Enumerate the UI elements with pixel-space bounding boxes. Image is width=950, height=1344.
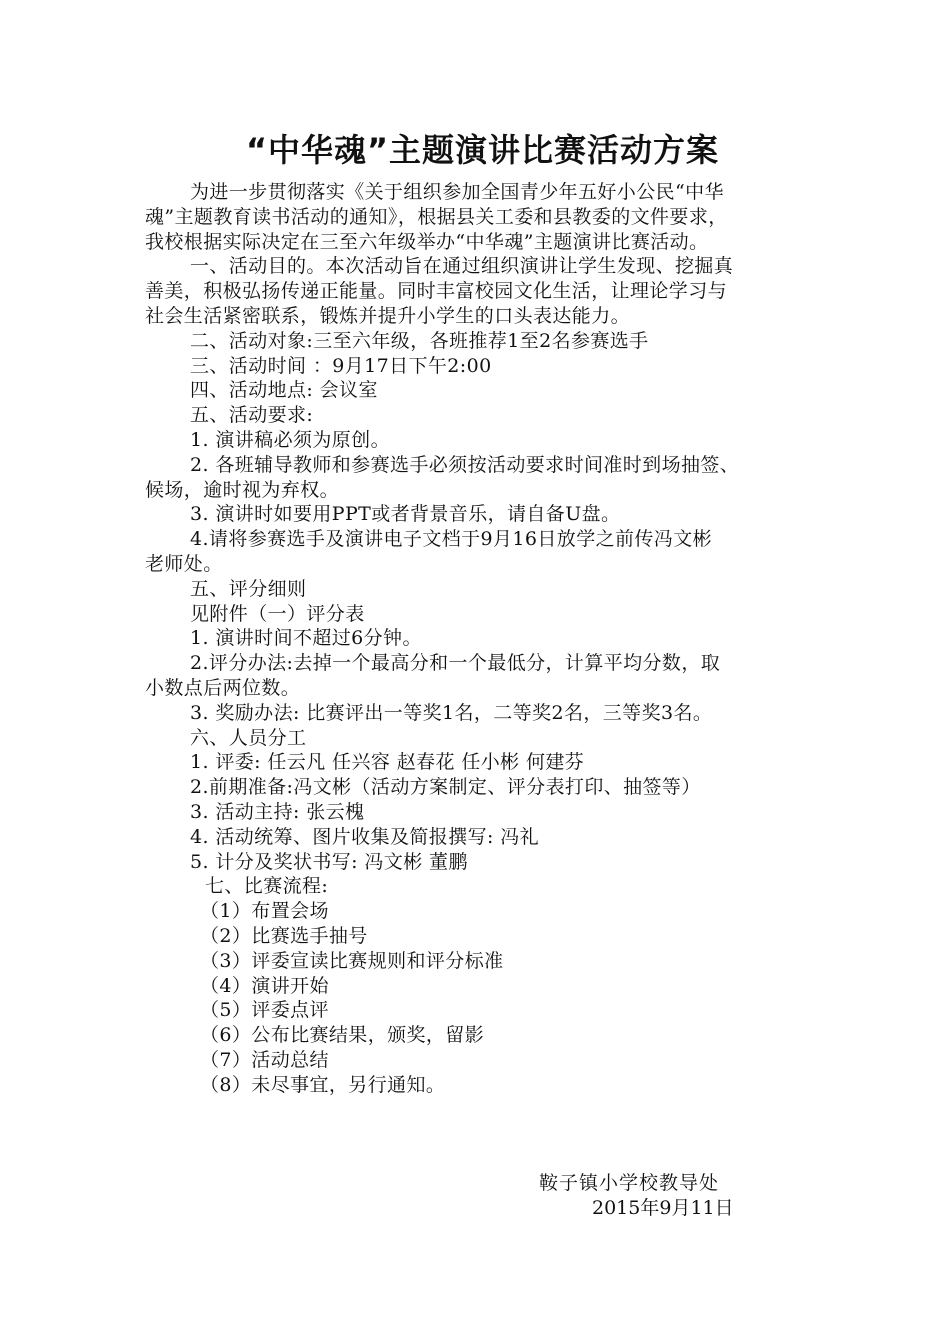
body-line: 2.前期准备:冯文彬（活动方案制定、评分表打印、抽签等） <box>190 776 701 799</box>
body-line: （2）比赛选手抽号 <box>200 924 368 947</box>
body-line: 2.评分办法:去掉一个最高分和一个最低分，计算平均分数，取 <box>190 652 721 675</box>
body-line: （5）评委点评 <box>200 999 329 1022</box>
body-line: 我校根据实际决定在三至六年级举办“中华魂”主题演讲比赛活动。 <box>145 230 709 253</box>
body-line: （7）活动总结 <box>200 1048 329 1071</box>
body-line: 五、活动要求: <box>190 404 314 427</box>
body-line: 五、评分细则 <box>190 577 307 600</box>
body-line: 1. 评委: 任云凡 任兴容 赵春花 任小彬 何建芬 <box>190 751 585 774</box>
body-line: 为进一步贯彻落实《关于组织参加全国青少年五好小公民“中华 <box>190 181 724 203</box>
body-line: 一、活动目的。本次活动旨在通过组织演讲让学生发现、挖掘真 <box>190 255 734 278</box>
body-line: 三、活动时间 ：9月17日下午2:00 <box>190 354 492 377</box>
body-line: 社会生活紧密联系，锻炼并提升小学生的口头表达能力。 <box>145 304 631 327</box>
body-line: 七、比赛流程: <box>205 875 329 898</box>
signature-date: 2015年9月11日 <box>592 1197 734 1219</box>
body-line: （1）布置会场 <box>200 900 329 923</box>
body-line: 魂”主题教育读书活动的通知》，根据县关工委和县教委的文件要求， <box>145 205 728 228</box>
document-body <box>145 180 820 1097</box>
body-line: 1. 演讲时间不超过6分钟。 <box>190 627 422 650</box>
body-line: 候场，逾时视为弃权。 <box>145 478 340 501</box>
body-line: （6）公布比赛结果，颁奖，留影 <box>200 1024 485 1047</box>
body-line: 见附件（一）评分表 <box>190 602 365 625</box>
body-line: （4）演讲开始 <box>200 974 329 997</box>
body-line: 小数点后两位数。 <box>145 676 301 699</box>
body-line: 二、活动对象:三至六年级，各班推荐1至2名参赛选手 <box>190 329 649 352</box>
body-line: 四、活动地点: 会议室 <box>190 379 378 402</box>
body-line: 2. 各班辅导教师和参赛选手必须按活动要求时间准时到场抽签、 <box>190 453 740 476</box>
body-line: 4.请将参赛选手及演讲电子文档于9月16日放学之前传冯文彬 <box>190 528 712 551</box>
body-line: 六、人员分工 <box>190 726 307 749</box>
body-line: 4. 活动统筹、图片收集及简报撰写: 冯礼 <box>190 825 540 848</box>
body-line: 老师处。 <box>145 552 223 575</box>
body-line: （8）未尽事宜，另行通知。 <box>200 1073 446 1096</box>
body-line: 3. 演讲时如要用PPT或者背景音乐，请自备U盘。 <box>190 503 621 526</box>
body-line: 善美，积极弘扬传递正能量。同时丰富校园文化生活，让理论学习与 <box>145 280 728 303</box>
body-line: 3. 奖励办法: 比赛评出一等奖1名，二等奖2名，三等奖3名。 <box>190 701 713 724</box>
document-title: “中华魂”主题演讲比赛活动方案 <box>245 131 720 169</box>
body-line: 3. 活动主持: 张云槐 <box>190 800 365 823</box>
body-line: 5. 计分及奖状书写: 冯文彬 董鹏 <box>190 850 468 873</box>
body-line: 1. 演讲稿必须为原创。 <box>190 428 390 451</box>
signature-organization: 鞍子镇小学校教导处 <box>539 1172 720 1194</box>
body-line: （3）评委宣读比赛规则和评分标准 <box>200 949 504 972</box>
